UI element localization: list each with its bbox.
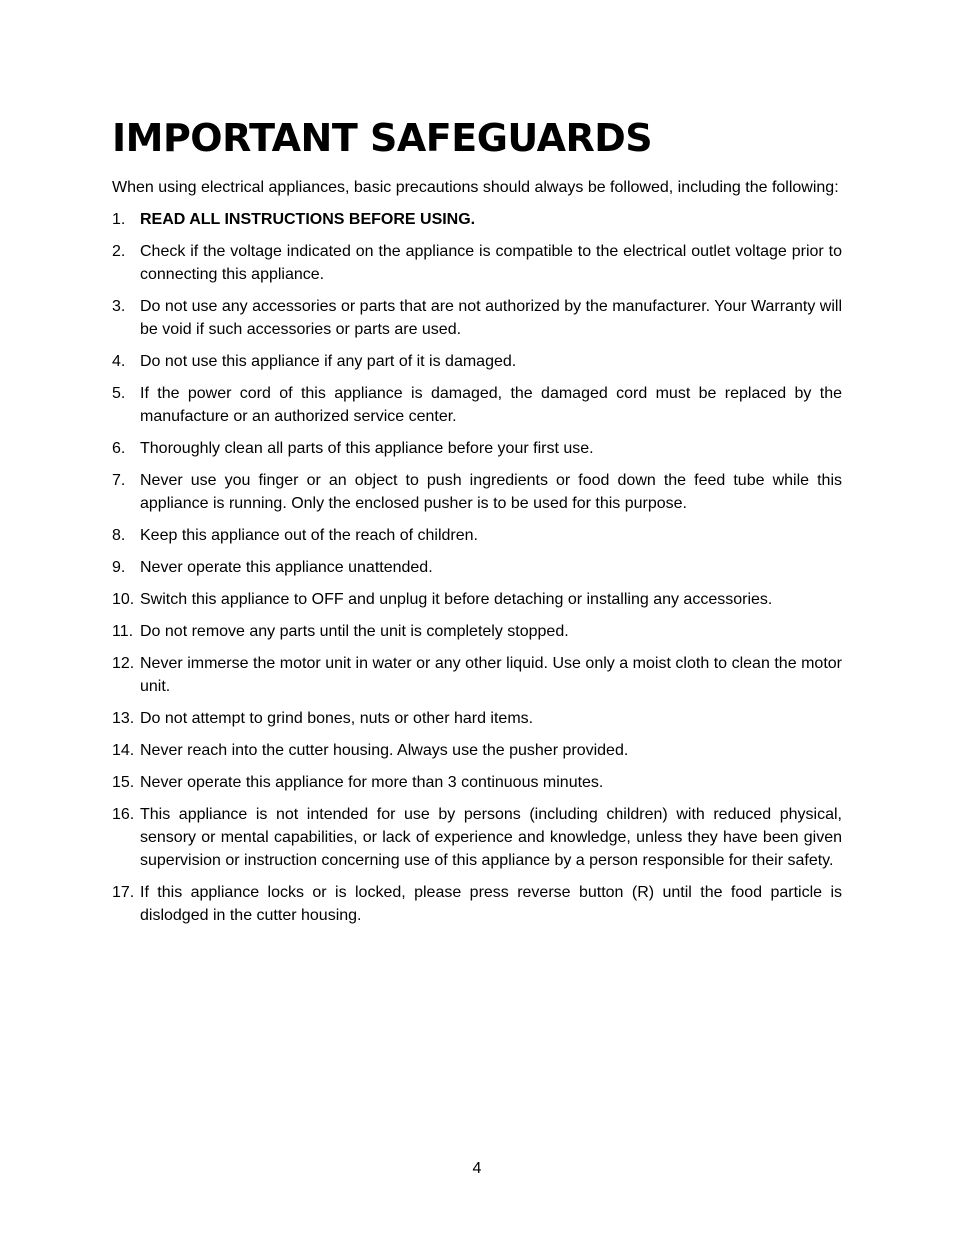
list-item-text: Never use you finger or an object to push ingredients or food down the feed tube while this appliance is running. Only the enclosed pusher is to be used for this purpose. <box>140 472 842 512</box>
list-item <box>112 803 842 872</box>
list-item-number: 16. <box>112 806 135 823</box>
list-item-number: 7. <box>112 472 126 489</box>
list-item-text: Switch this appliance to OFF and unplug it before detaching or installing any accessories. <box>140 591 773 608</box>
list-item-text: If this appliance locks or is locked, please press reverse button (R) until the food particle is dislodged in the cutter housing. <box>140 884 842 924</box>
list-item <box>112 771 842 794</box>
list-item <box>112 588 842 611</box>
list-item <box>112 382 842 428</box>
page-number: 4 <box>472 1160 482 1177</box>
list-item-number: 11. <box>112 623 134 640</box>
list-item-number: 17. <box>112 884 135 901</box>
list-item-text: Never operate this appliance unattended. <box>140 559 433 576</box>
list-item-number: 3. <box>112 298 126 315</box>
list-item <box>112 208 842 231</box>
list-item-text: This appliance is not intended for use by persons (including children) with reduced physical, sensory or mental capabilities, or lack of experience and knowledge, unless they have been given supervision or instruction concerning use of this appliance by a person responsible for their safety. <box>140 806 842 869</box>
list-item-number: 2. <box>112 243 126 260</box>
list-item-text: Keep this appliance out of the reach of children. <box>140 527 478 544</box>
list-item-number: 10. <box>112 591 135 608</box>
list-item-text: Check if the voltage indicated on the appliance is compatible to the electrical outlet voltage prior to connecting this appliance. <box>140 243 842 283</box>
list-item <box>112 524 842 547</box>
list-item-text: If the power cord of this appliance is damaged, the damaged cord must be replaced by the manufacture or an authorized service center. <box>140 385 842 425</box>
list-item-text: Do not attempt to grind bones, nuts or other hard items. <box>140 710 534 727</box>
page-title: IMPORTANT SAFEGUARDS <box>112 116 653 160</box>
safeguards-list <box>112 208 842 927</box>
list-item-number: 9. <box>112 559 126 576</box>
list-item <box>112 350 842 373</box>
list-item-number: 13. <box>112 710 135 727</box>
list-item-number: 14. <box>112 742 135 759</box>
list-item-number: 8. <box>112 527 126 544</box>
list-item <box>112 556 842 579</box>
list-item <box>112 240 842 286</box>
list-item <box>112 707 842 730</box>
list-item-number: 1. <box>112 211 126 228</box>
list-item <box>112 652 842 698</box>
list-item-number: 12. <box>112 655 135 672</box>
list-item-number: 15. <box>112 774 135 791</box>
list-item-text: Never reach into the cutter housing. Always use the pusher provided. <box>140 742 629 759</box>
list-item-text: READ ALL INSTRUCTIONS BEFORE USING. <box>140 211 476 228</box>
list-item-number: 4. <box>112 353 126 370</box>
list-item <box>112 739 842 762</box>
list-item-text: Do not remove any parts until the unit is completely stopped. <box>140 623 569 640</box>
list-item <box>112 295 842 341</box>
list-item-text: Never operate this appliance for more than 3 continuous minutes. <box>140 774 604 791</box>
list-item <box>112 469 842 515</box>
list-item-number: 5. <box>112 385 126 402</box>
list-item-text: Thoroughly clean all parts of this appliance before your first use. <box>140 440 594 457</box>
list-item-text: Never immerse the motor unit in water or any other liquid. Use only a moist cloth to clean the motor unit. <box>140 655 842 695</box>
list-item-text: Do not use this appliance if any part of it is damaged. <box>140 353 517 370</box>
document-page <box>112 112 842 936</box>
list-item <box>112 881 842 927</box>
list-item-text: Do not use any accessories or parts that are not authorized by the manufacturer. Your Warranty will be void if such accessories or parts are used. <box>140 298 842 338</box>
list-item <box>112 437 842 460</box>
list-item <box>112 620 842 643</box>
list-item-number: 6. <box>112 440 126 457</box>
intro-paragraph: When using electrical appliances, basic precautions should always be followed, including the following: <box>112 179 839 196</box>
